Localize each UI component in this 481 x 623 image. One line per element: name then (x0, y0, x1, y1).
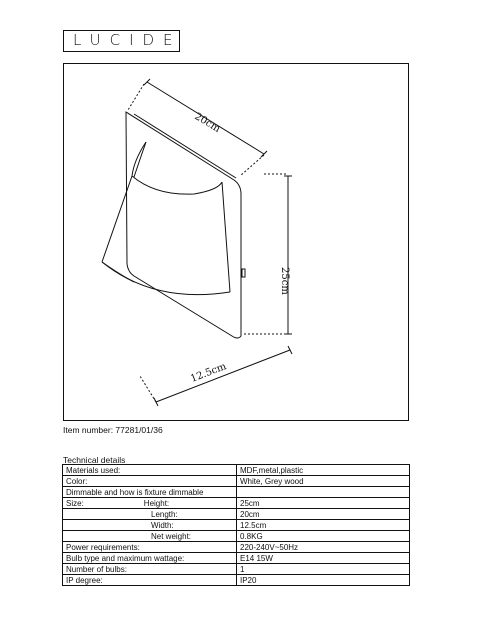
spec-sublabel: Net weight: (151, 531, 192, 541)
spec-sublabel: Width: (151, 520, 174, 530)
brand-logo: LUCIDE (63, 30, 180, 52)
spec-sublabel: Length: (151, 509, 178, 519)
spec-label: IP degree: (63, 575, 237, 586)
spec-label: Size: (66, 498, 84, 508)
table-row (63, 531, 410, 542)
table-row (63, 564, 410, 575)
spec-label: Power requirements: (63, 542, 237, 553)
spec-value (237, 487, 410, 498)
spec-value: 12.5cm (237, 520, 410, 531)
spec-value: 25cm (237, 498, 410, 509)
product-line-drawing (64, 64, 410, 422)
spec-sublabel: Height: (143, 498, 170, 508)
spec-label: Dimmable and how is fixture dimmable (63, 487, 237, 498)
spec-label: Color: (63, 476, 237, 487)
spec-value: E14 15W (237, 553, 410, 564)
dim-label-depth: 12.5cm (189, 361, 228, 385)
spec-label: Bulb type and maximum wattage: (63, 553, 237, 564)
spec-value: White, Grey wood (237, 476, 410, 487)
table-row (63, 509, 410, 520)
table-row (63, 553, 410, 564)
technical-details-title: Technical details (63, 455, 126, 465)
table-row (63, 465, 410, 476)
specs-table (62, 464, 410, 586)
table-row (63, 542, 410, 553)
dim-label-width: 20cm (192, 111, 222, 135)
spec-value: MDF,metal,plastic (237, 465, 410, 476)
table-row (63, 487, 410, 498)
spec-label-cell (63, 509, 237, 520)
table-row (63, 520, 410, 531)
table-row (63, 476, 410, 487)
spec-value: 0.8KG (237, 531, 410, 542)
table-row (63, 498, 410, 509)
spec-value: IP20 (237, 575, 410, 586)
product-drawing-frame (63, 63, 409, 421)
dim-line-depth (156, 350, 290, 402)
spec-value: 1 (237, 564, 410, 575)
spec-label-cell (63, 531, 237, 542)
lamp-shade (132, 142, 222, 194)
spec-value: 20cm (237, 509, 410, 520)
spec-label-size (63, 498, 237, 509)
item-number: Item number: 77281/01/36 (63, 425, 163, 435)
spec-label: Materials used: (63, 465, 237, 476)
spec-label: Number of bulbs: (63, 564, 237, 575)
spec-value: 220-240V~50Hz (237, 542, 410, 553)
dim-label-height: 25cm (279, 267, 290, 295)
spec-label-cell (63, 520, 237, 531)
table-row (63, 575, 410, 586)
